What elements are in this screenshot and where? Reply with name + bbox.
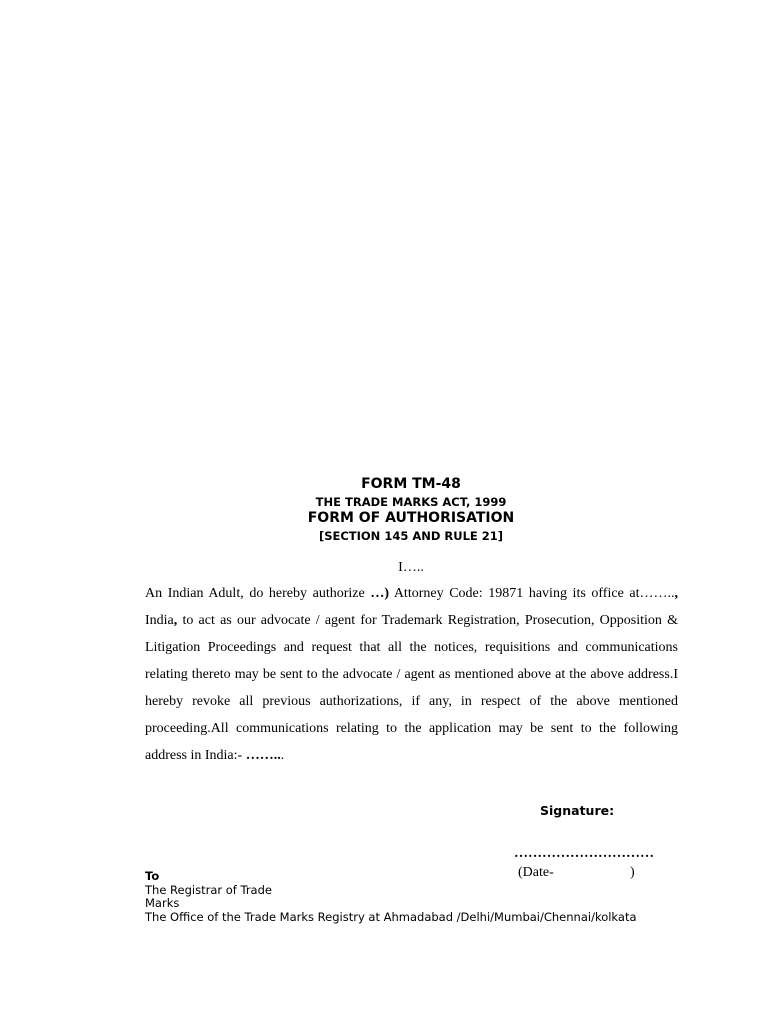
addressee-block	[145, 870, 637, 924]
paragraph-placeholder: ,	[674, 586, 678, 601]
salutation: I…..	[398, 560, 424, 575]
signature-line: …………………………	[514, 846, 654, 861]
section-reference: [SECTION 145 AND RULE 21]	[318, 529, 504, 543]
date-label: (Date-	[518, 865, 554, 880]
paragraph-placeholder: ,	[173, 613, 178, 628]
paragraph-segment: Attorney Code: 19871 having its office at……..	[388, 586, 675, 601]
registrar-line: The Registrar of Trade	[145, 882, 272, 897]
form-title: FORM OF AUTHORISATION	[307, 510, 515, 526]
date-close: )	[630, 865, 635, 880]
form-number: FORM TM-48	[361, 476, 461, 492]
paragraph-segment: to act as our advocate / agent for Trademark Registration, Prosecution, Opposition & Litigation Proceedings and request that all the notices, requisitions and communications relating thereto may be sent to the advocate / agent as mentioned above at the above address.I hereby revoke all previous authorizations, if any, in respect of the above mentioned proceeding.All communications relating to the application may be sent to the following address in India:-	[145, 613, 678, 763]
registrar-line: Marks	[145, 896, 180, 910]
office-address: The Office of the Trade Marks Registry at Ahmadabad /Delhi/Mumbai/Chennai/kolkata	[145, 909, 637, 924]
act-name: THE TRADE MARKS ACT, 1999	[315, 495, 507, 509]
paragraph-segment: India	[145, 613, 174, 628]
signature-label: Signature:	[540, 803, 615, 818]
paragraph-placeholder: ……..	[245, 748, 281, 763]
paragraph-segment: .	[280, 748, 285, 763]
to-label: To	[145, 869, 160, 883]
paragraph-segment: An Indian Adult, do hereby authorize	[145, 586, 371, 601]
paragraph-placeholder: …)	[370, 586, 389, 601]
authorization-paragraph	[145, 580, 678, 769]
